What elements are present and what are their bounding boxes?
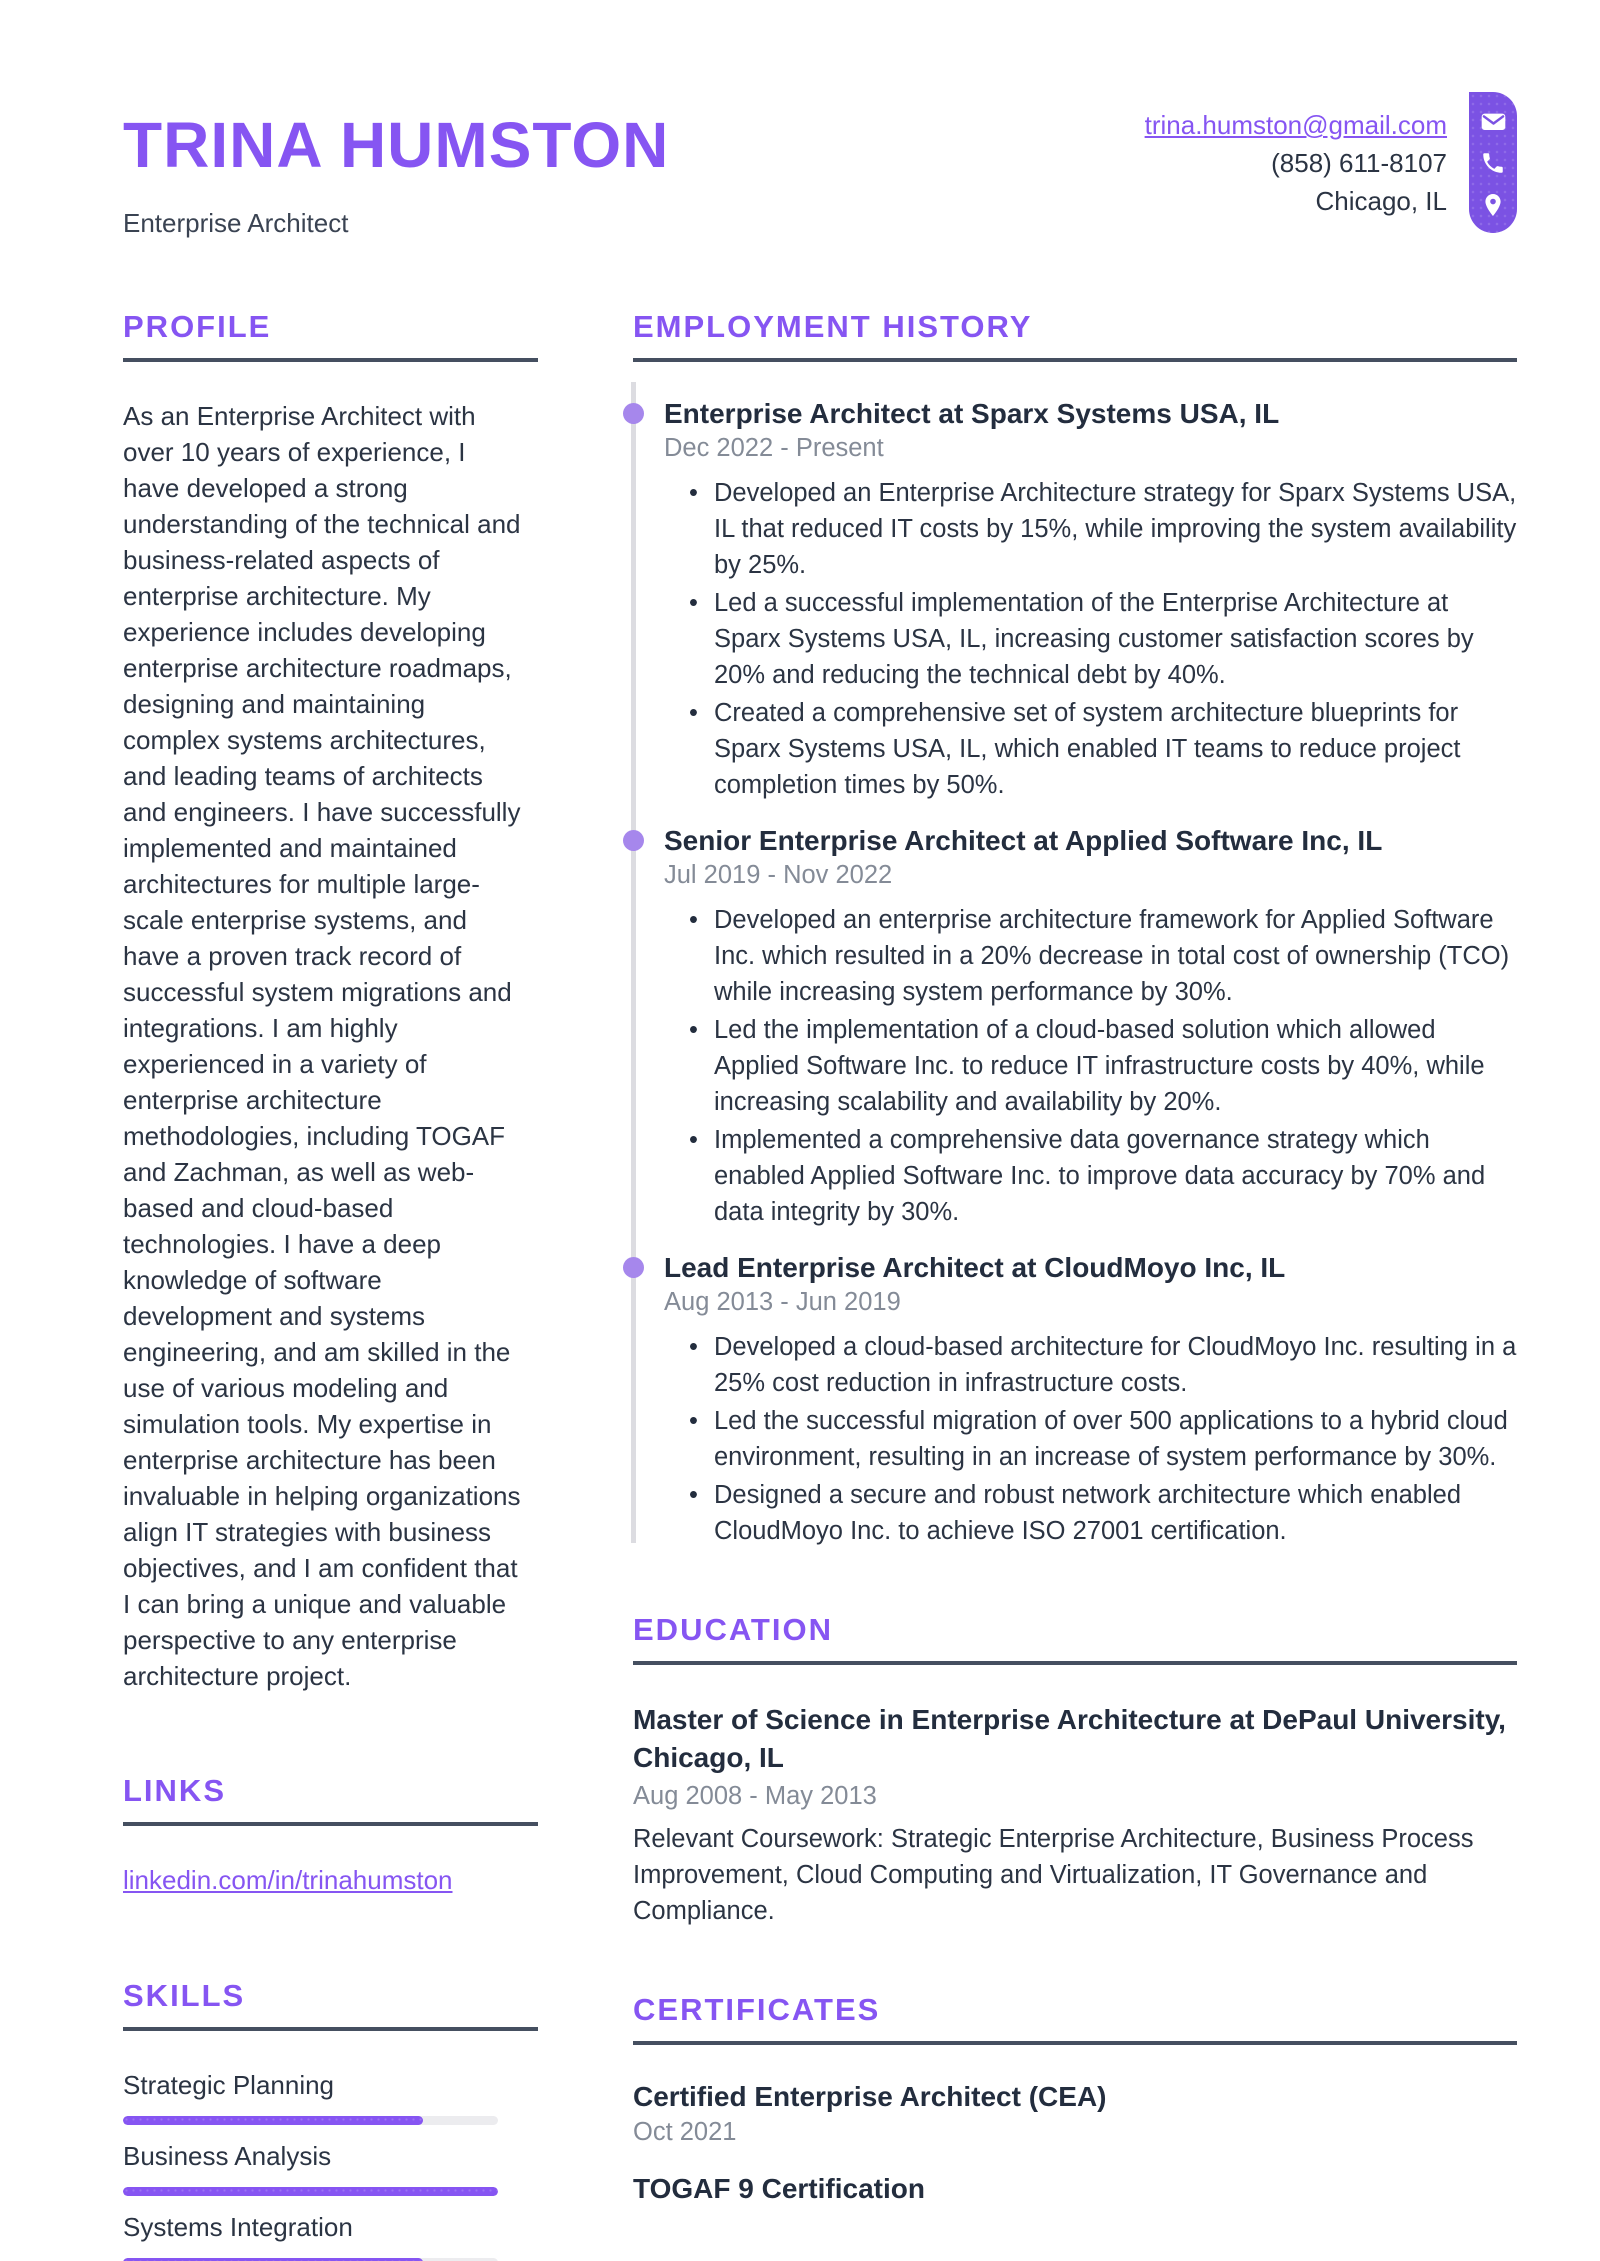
- skill-progress-track: [123, 2116, 498, 2125]
- content-column: [633, 310, 1517, 2261]
- contact-details: [1145, 92, 1447, 220]
- job-bullet-list: [664, 475, 1517, 803]
- profile-heading: PROFILE: [123, 310, 538, 362]
- skill-progress-track: [123, 2187, 498, 2196]
- employment-timeline: [633, 398, 1517, 1549]
- skills-section: [123, 1979, 538, 2261]
- links-heading: LINKS: [123, 1774, 538, 1826]
- mail-icon: [1480, 108, 1507, 135]
- job-bullet: • Developed an Enterprise Architecture strategy for Sparx Systems USA, IL that reduced IT costs by 15%, while improving the system availability by 25%.: [664, 475, 1517, 583]
- profile-section: [123, 310, 538, 1694]
- job-dates: Dec 2022 - Present: [664, 434, 884, 462]
- employment-heading: EMPLOYMENT HISTORY: [633, 310, 1517, 362]
- education-section: [633, 1613, 1517, 1929]
- skills-list: [123, 2067, 538, 2261]
- contact-block: [1145, 92, 1517, 233]
- external-link[interactable]: linkedin.com/in/trinahumston: [123, 1865, 453, 1895]
- certificates-section: [633, 1993, 1517, 2205]
- job-dates: Jul 2019 - Nov 2022: [664, 861, 893, 889]
- job-bullet: • Created a comprehensive set of system architecture blueprints for Sparx Systems USA, IL, which enabled IT teams to reduce project completion times by 50%.: [664, 695, 1517, 803]
- job-bullet-list: [664, 902, 1517, 1230]
- certificates-heading: CERTIFICATES: [633, 1993, 1517, 2045]
- certificate-entry: [633, 2173, 1517, 2205]
- timeline-dot: [623, 830, 644, 851]
- job-entry: [664, 1252, 1517, 1549]
- job-bullet: • Led the implementation of a cloud-based solution which allowed Applied Software Inc. to reduce IT infrastructure costs by 40%, while increasing scalability and availability by 20%.: [664, 1012, 1517, 1120]
- education-list: [633, 1701, 1517, 1929]
- phone-icon: [1480, 150, 1506, 176]
- contact-icon-bar: [1469, 92, 1517, 233]
- location-text: Chicago, IL: [1315, 186, 1447, 216]
- job-dates: Aug 2013 - Jun 2019: [664, 1288, 901, 1316]
- skill-name: Business Analysis: [123, 2141, 332, 2171]
- skills-heading: SKILLS: [123, 1979, 538, 2031]
- skill-progress-fill: [123, 2116, 423, 2125]
- email-link[interactable]: trina.humston@gmail.com: [1144, 110, 1447, 140]
- job-entry: [664, 398, 1517, 803]
- phone-number: (858) 611-8107: [1271, 148, 1447, 178]
- job-title: Senior Enterprise Architect at Applied Software Inc, IL: [664, 825, 1383, 856]
- job-bullet: • Designed a secure and robust network architecture which enabled CloudMoyo Inc. to achieve ISO 27001 certification.: [664, 1477, 1517, 1549]
- candidate-name: TRINA HUMSTON: [123, 109, 670, 181]
- education-dates: Aug 2008 - May 2013: [633, 1782, 877, 1810]
- identity-block: [123, 92, 669, 238]
- main-columns: [123, 310, 1517, 2261]
- job-bullet: • Implemented a comprehensive data governance strategy which enabled Applied Software Inc. to improve data accuracy by 70% and data integrity by 30%.: [664, 1122, 1517, 1230]
- certificate-entry: [633, 2081, 1517, 2147]
- education-title: Master of Science in Enterprise Architecture at DePaul University, Chicago, IL: [633, 1704, 1506, 1773]
- links-section: [123, 1774, 538, 1899]
- certificate-title: Certified Enterprise Architect (CEA): [633, 2081, 1107, 2112]
- job-bullet: • Developed an enterprise architecture framework for Applied Software Inc. which resulted in a 20% decrease in total cost of ownership (TCO) while increasing system performance by 30%.: [664, 902, 1517, 1010]
- timeline-dot: [623, 403, 644, 424]
- job-entry: [664, 825, 1517, 1230]
- job-title: Enterprise Architect at Sparx Systems USA, IL: [664, 398, 1280, 429]
- education-heading: EDUCATION: [633, 1613, 1517, 1665]
- certificate-title: TOGAF 9 Certification: [633, 2173, 925, 2204]
- skill-item: [123, 2067, 538, 2125]
- skill-item: [123, 2138, 538, 2196]
- education-description: Relevant Coursework: Strategic Enterprise Architecture, Business Process Improvement, Cloud Computing and Virtualization, IT Governance and Compliance.: [633, 1825, 1474, 1925]
- candidate-role: Enterprise Architect: [123, 208, 349, 238]
- certificate-dates: Oct 2021: [633, 2118, 737, 2146]
- header: [123, 92, 1517, 238]
- education-entry: [633, 1701, 1517, 1929]
- skill-name: Systems Integration: [123, 2212, 353, 2242]
- skill-item: [123, 2209, 538, 2261]
- job-bullet-list: [664, 1329, 1517, 1549]
- sidebar-column: [123, 310, 538, 2261]
- certificates-list: [633, 2081, 1517, 2205]
- employment-section: [633, 310, 1517, 1549]
- links-list: [123, 1862, 538, 1899]
- job-bullet: • Developed a cloud-based architecture for CloudMoyo Inc. resulting in a 25% cost reduction in infrastructure costs.: [664, 1329, 1517, 1401]
- job-bullet: • Led the successful migration of over 500 applications to a hybrid cloud environment, resulting in an increase of system performance by 30%.: [664, 1403, 1517, 1475]
- job-bullet: • Led a successful implementation of the Enterprise Architecture at Sparx Systems USA, IL, increasing customer satisfaction scores by 20% and reducing the technical debt by 40%.: [664, 585, 1517, 693]
- location-pin-icon: [1480, 192, 1506, 218]
- profile-text: As an Enterprise Architect with over 10 years of experience, I have developed a strong understanding of the technical and business-related aspects of enterprise architecture. My experience includes developing enterprise architecture roadmaps, designing and maintaining complex systems architectures, and leading teams of architects and engineers. I have successfully implemented and maintained architectures for multiple large-scale enterprise systems, and have a proven track record of successful system migrations and integrations. I am highly experienced in a variety of enterprise architecture methodologies, including TOGAF and Zachman, as well as web-based and cloud-based technologies. I have a deep knowledge of software development and systems engineering, and am skilled in the use of various modeling and simulation tools. My expertise in enterprise architecture has been invaluable in helping organizations align IT strategies with business objectives, and I am confident that I can bring a unique and valuable perspective to any enterprise architecture project.: [123, 401, 521, 1691]
- skill-name: Strategic Planning: [123, 2070, 335, 2100]
- timeline-dot: [623, 1257, 644, 1278]
- skill-progress-fill: [123, 2187, 498, 2196]
- job-title: Lead Enterprise Architect at CloudMoyo Inc, IL: [664, 1252, 1286, 1283]
